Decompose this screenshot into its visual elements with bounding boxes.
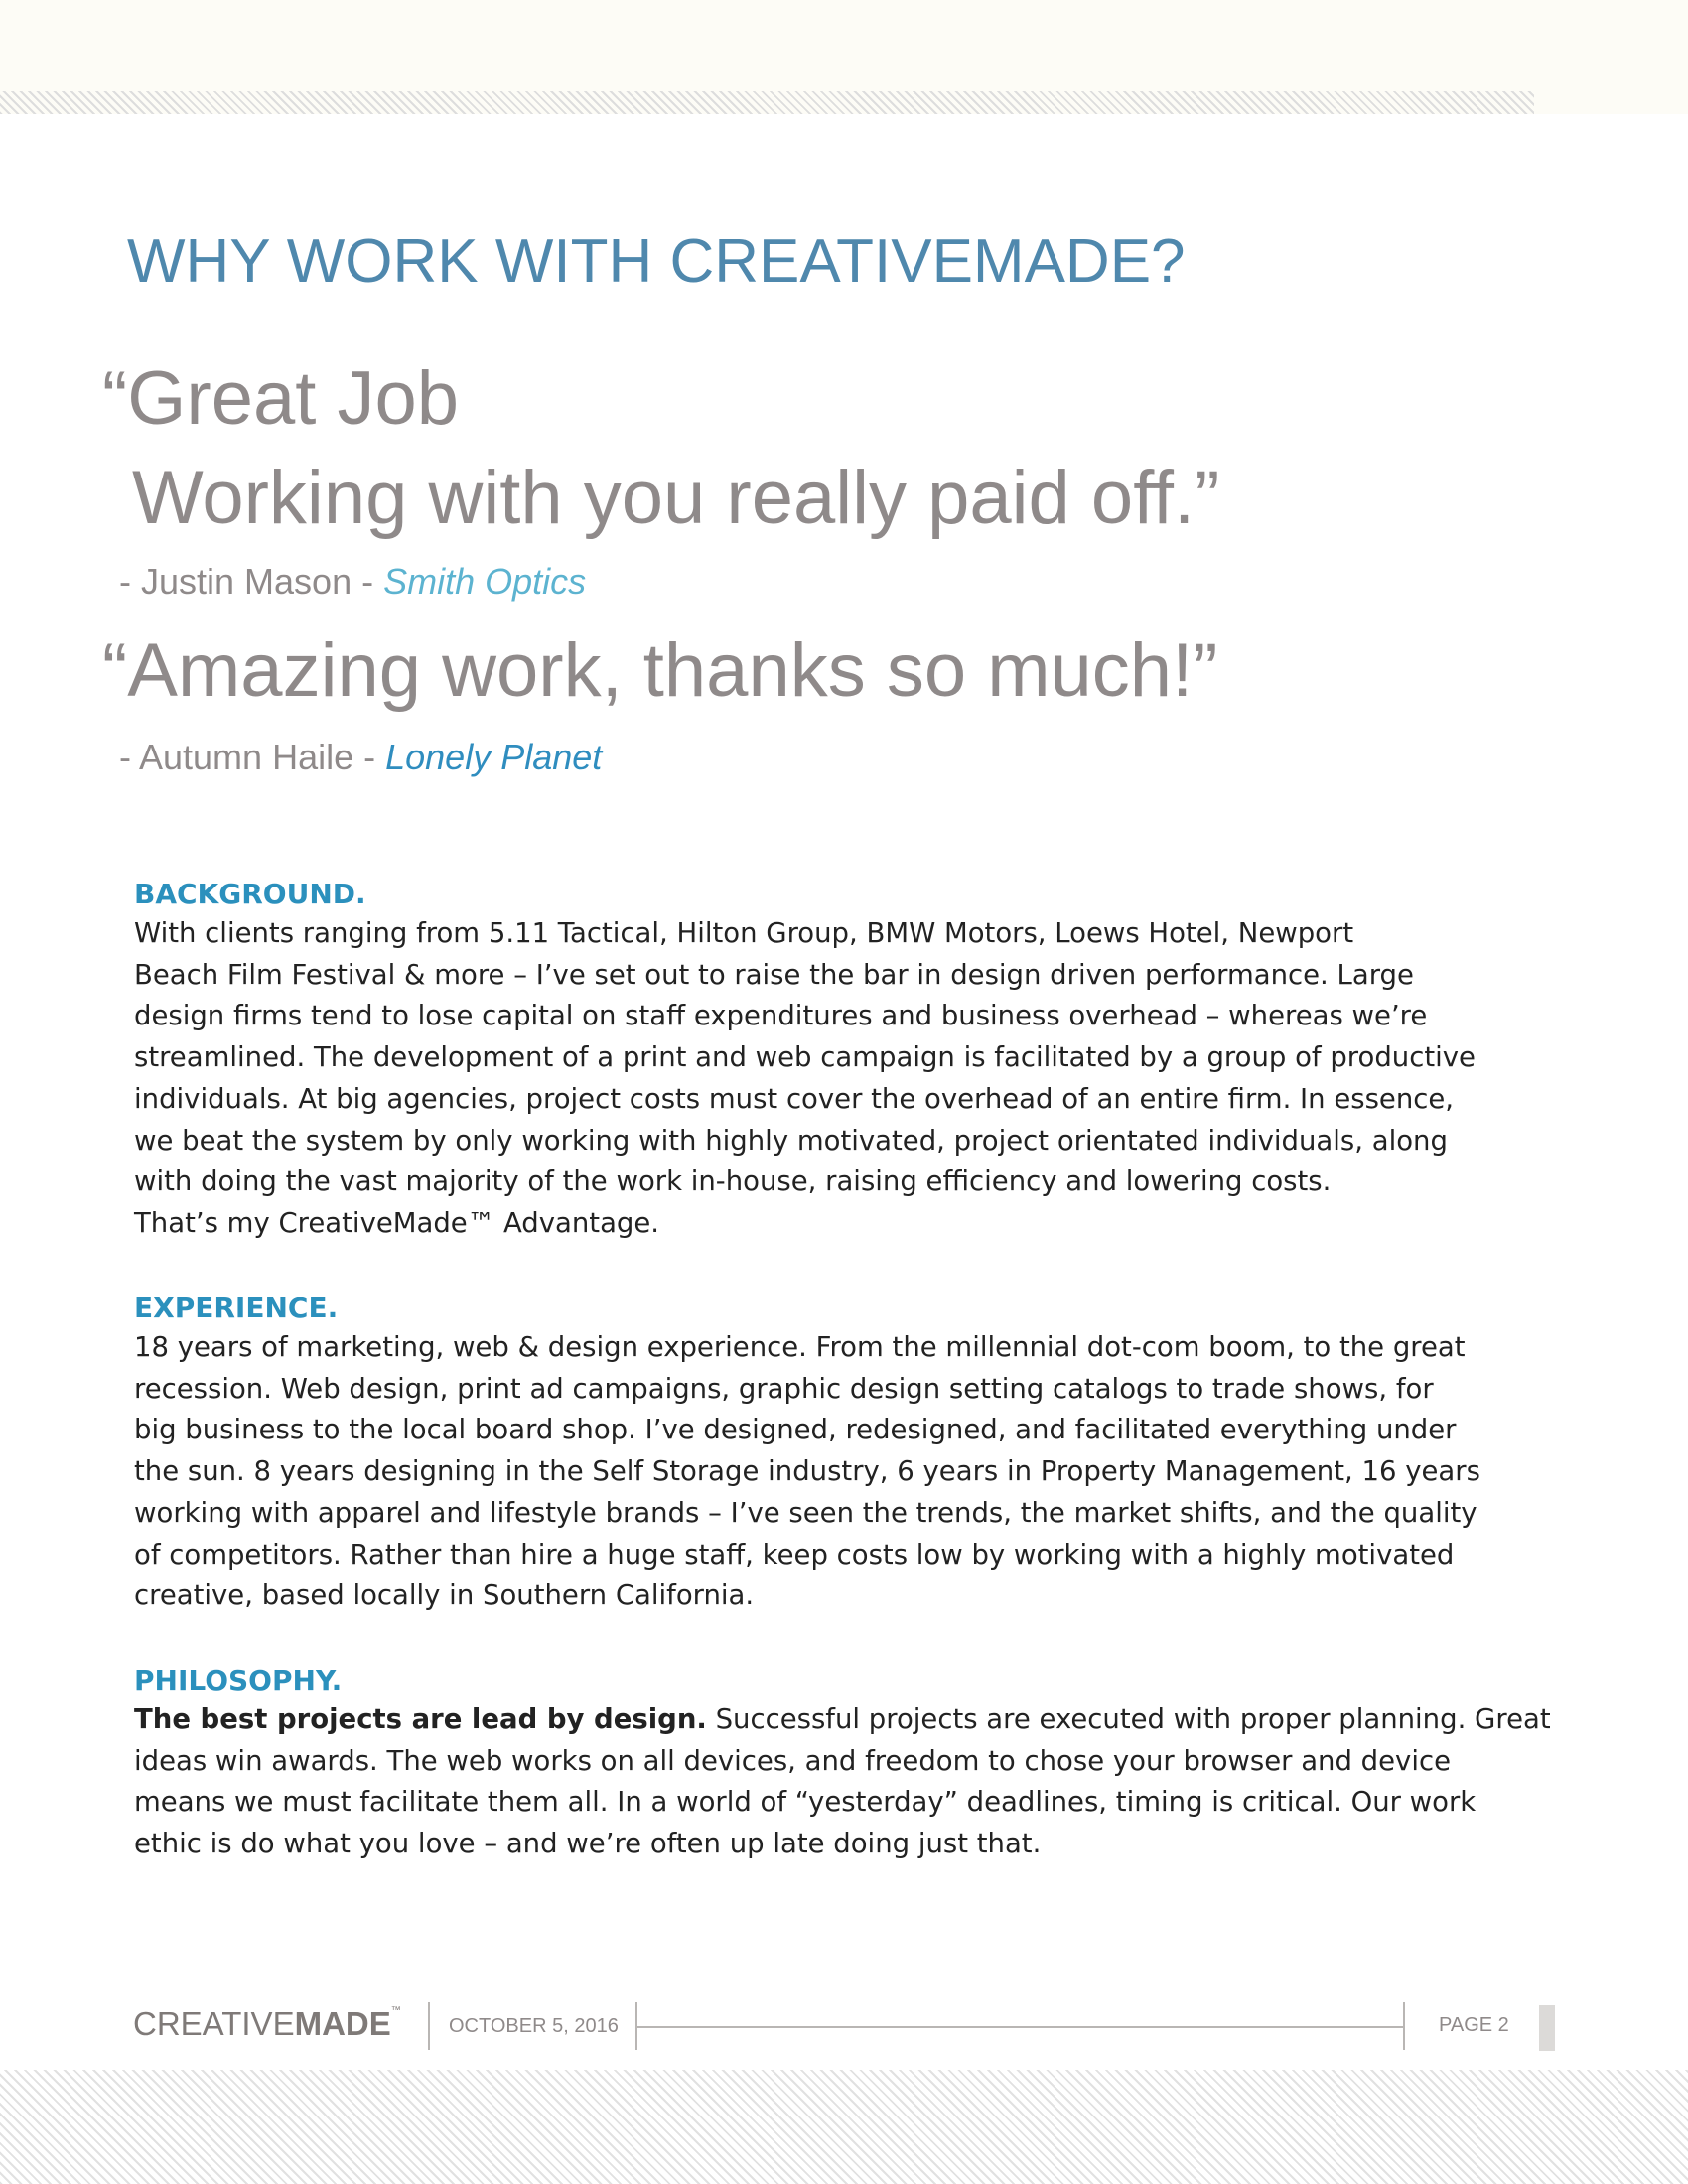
testimonial-person-2: - Autumn Haile - bbox=[119, 737, 386, 777]
footer-page-number: PAGE 2 bbox=[1439, 2014, 1509, 2036]
footer-divider-3 bbox=[1403, 2002, 1405, 2050]
testimonial-person-1: - Justin Mason - bbox=[119, 561, 384, 602]
testimonial-attribution-2 bbox=[119, 737, 602, 778]
philosophy-text: Successful projects are executed with proper planning. Great ideas win awards. The web works on all devices, and freedom to chose your browser and device means we must facilitate them all. In a world of “yesterday” deadlines, timing is critical. Our work ethic is do what you love – and we’re often up late doing just that. bbox=[134, 1704, 1551, 1860]
philosophy-lead: The best projects are lead by design. bbox=[134, 1704, 707, 1735]
section-body-background: With clients ranging from 5.11 Tactical, Hilton Group, BMW Motors, Loews Hotel, Newport Beach Film Festival & more – I’ve set out to raise the bar in design driven performance. Large design firms tend to lose capital on staff expenditures and business overhead – whereas we’re streamlined. The development of a print and web campaign is facilitated by a group of productive individuals. At big agencies, project costs must cover the overhead of an entire firm. In essence, we beat the system by only working with highly motivated, project orientated individuals, along with doing the vast majority of the work in-house, raising efficiency and lowering costs. That’s my CreativeMade™ Advantage. bbox=[134, 917, 1476, 1239]
testimonial-company-1: Smith Optics bbox=[383, 561, 587, 602]
testimonial-quote-1 bbox=[102, 349, 1219, 548]
footer-logo bbox=[133, 2005, 401, 2043]
testimonial-quote-2 bbox=[102, 621, 1218, 721]
bottom-hatched-stripe bbox=[0, 2070, 1688, 2184]
footer-logo-light: CREATIVE bbox=[133, 2005, 295, 2042]
page-title: WHY WORK WITH CREATIVEMADE? bbox=[127, 227, 1186, 296]
section-background bbox=[134, 876, 1569, 1245]
testimonial-attribution-1 bbox=[119, 561, 586, 603]
testimonial-quote-2-line1: “Amazing work, thanks so much!” bbox=[102, 628, 1218, 713]
section-heading-experience: EXPERIENCE. bbox=[134, 1292, 339, 1324]
footer-rule bbox=[636, 2026, 1403, 2028]
footer-logo-tm: ™ bbox=[390, 2005, 401, 2016]
footer-divider-1 bbox=[428, 2002, 430, 2050]
footer-page-tab bbox=[1539, 2005, 1555, 2051]
section-heading-philosophy: PHILOSOPHY. bbox=[134, 1664, 343, 1697]
section-experience bbox=[134, 1290, 1569, 1617]
section-philosophy bbox=[134, 1662, 1569, 1865]
testimonial-quote-1-line1: “Great Job bbox=[102, 356, 460, 441]
top-hatched-stripe bbox=[0, 91, 1534, 114]
section-body-philosophy bbox=[134, 1700, 1569, 1865]
section-body-experience: 18 years of marketing, web & design experience. From the millennial dot-com boom, to the great recession. Web design, print ad campaigns, graphic design setting catalogs to trade shows, for big business to the local board shop. I’ve designed, redesigned, and facilitated everything under the sun. 8 years designing in the Self Storage industry, 6 years in Property Management, 16 years working with apparel and lifestyle brands – I’ve seen the trends, the market shifts, and the quality of competitors. Rather than hire a huge staff, keep costs low by working with a highly motivated creative, based locally in Southern California. bbox=[134, 1331, 1480, 1612]
testimonial-quote-1-line2: Working with you really paid off.” bbox=[132, 456, 1220, 540]
footer-date: OCTOBER 5, 2016 bbox=[449, 2015, 619, 2037]
footer-logo-bold: MADE bbox=[294, 2005, 391, 2042]
section-heading-background: BACKGROUND. bbox=[134, 878, 366, 910]
testimonial-company-2: Lonely Planet bbox=[385, 737, 603, 777]
